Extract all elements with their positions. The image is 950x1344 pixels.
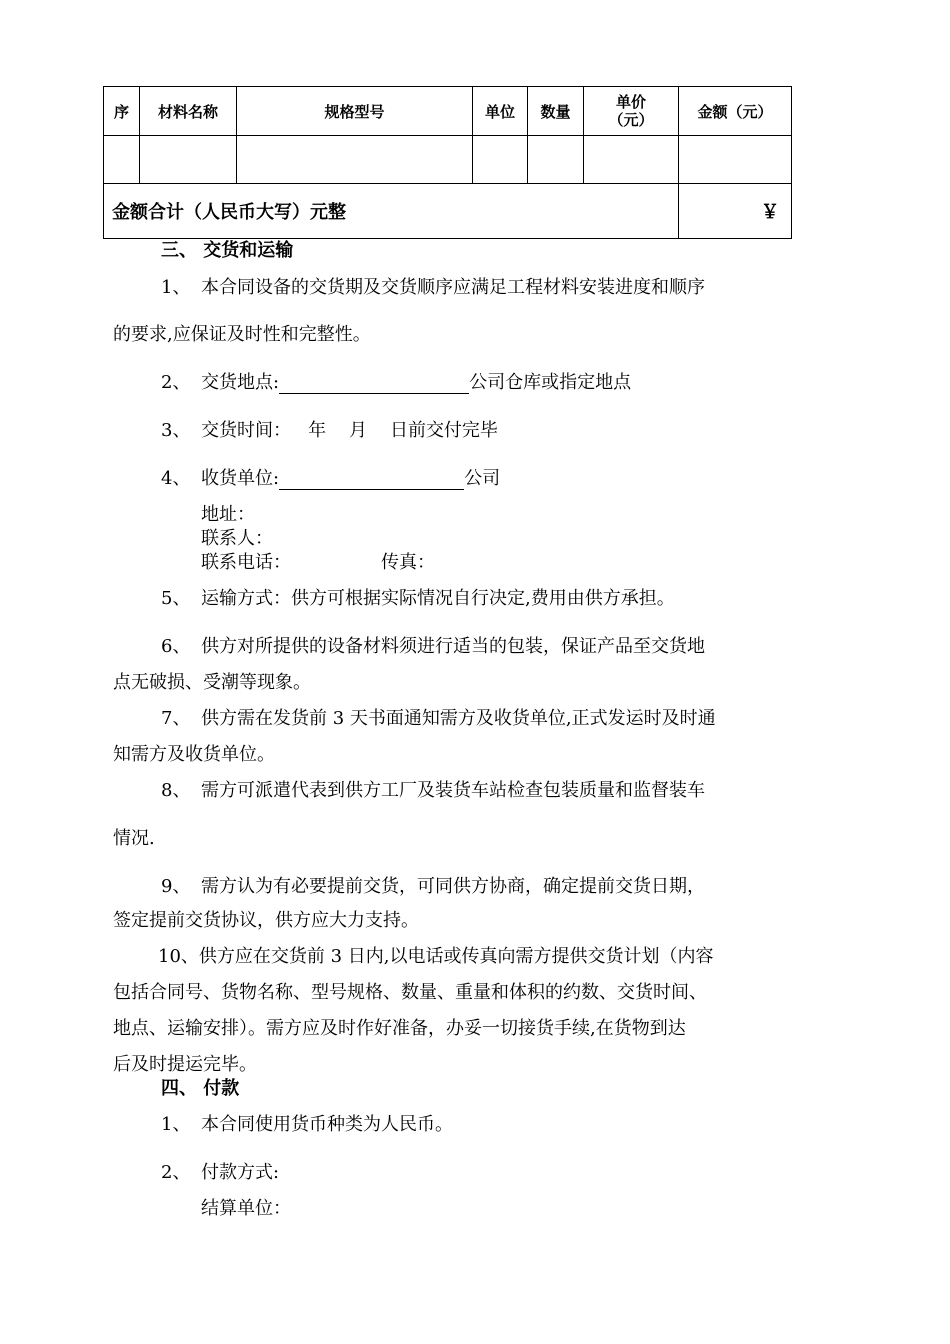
s3-item1-line2: 的要求,应保证及时性和完整性。 <box>113 324 371 345</box>
table-cell[interactable] <box>237 136 473 184</box>
s3-item7-line2: 知需方及收货单位。 <box>113 744 275 765</box>
fax-label: 传真： <box>381 552 435 573</box>
delivery-time-text: 交货时间： 年 月 日前交付完毕 <box>201 420 498 441</box>
item-text: 运输方式：供方可根据实际情况自行决定,费用由供方承担。 <box>201 588 675 609</box>
item-number: 2、 <box>161 372 191 393</box>
table-header-row <box>104 87 792 136</box>
s3-item6-line1 <box>161 636 705 658</box>
item-number: 4、 <box>161 468 191 489</box>
table-cell[interactable] <box>584 136 679 184</box>
s3-item10-line4: 后及时提运完毕。 <box>113 1054 257 1075</box>
unit-price-label: 单价 <box>615 93 646 111</box>
s3-item7-line1 <box>161 708 716 730</box>
settlement-unit-label: 结算单位： <box>201 1198 291 1219</box>
item-number: 8、 <box>161 780 191 801</box>
s3-item10-line3: 地点、运输安排）。需方应及时作好准备，办妥一切接货手续,在货物到达 <box>113 1018 686 1039</box>
delivery-place-label: 交货地点: <box>201 372 280 393</box>
delivery-place-suffix: 公司仓库或指定地点 <box>469 372 632 393</box>
total-row <box>104 184 792 239</box>
unit-price-currency: （元） <box>608 111 654 129</box>
col-header-spec-model: 规格型号 <box>237 87 473 136</box>
address-label: 地址： <box>201 504 255 525</box>
phone-label: 联系电话： <box>201 552 291 573</box>
s3-item10-line2: 包括合同号、货物名称、型号规格、数量、重量和体积的约数、交货时间、 <box>113 982 707 1003</box>
table-cell[interactable] <box>473 136 528 184</box>
s4-item1-currency <box>161 1114 453 1136</box>
item-number: 2、 <box>161 1162 191 1183</box>
s3-item2-delivery-place <box>161 372 631 394</box>
item-text: 供方对所提供的设备材料须进行适当的包装，保证产品至交货地 <box>201 636 705 657</box>
s4-item2-payment-method <box>161 1162 279 1184</box>
section-3-title: 三、 交货和运输 <box>161 240 294 261</box>
item-number: 3、 <box>161 420 191 441</box>
delivery-place-field[interactable] <box>279 373 469 394</box>
table-cell[interactable] <box>528 136 584 184</box>
consignee-suffix: 公司 <box>464 468 501 489</box>
col-header-unit-price <box>584 87 679 136</box>
materials-table <box>103 86 792 239</box>
consignee-field[interactable] <box>279 469 464 490</box>
s3-item3-delivery-time <box>161 420 498 442</box>
item-number: 9、 <box>161 876 191 897</box>
s3-item8-line1 <box>161 780 705 802</box>
total-amount-label: 金额合计（人民币大写）元整 <box>104 184 679 239</box>
item-number: 1、 <box>161 1114 191 1135</box>
s3-item1-line1 <box>161 277 705 299</box>
s3-item4-consignee <box>161 468 500 490</box>
item-text: 供方需在发货前 3 天书面通知需方及收货单位,正式发运时及时通 <box>201 708 716 729</box>
item-text: 需方认为有必要提前交货，可同供方协商，确定提前交货日期， <box>201 876 705 897</box>
item-number: 6、 <box>161 636 191 657</box>
contact-label: 联系人： <box>201 528 273 549</box>
s3-item9-line2: 签定提前交货协议，供方应大力支持。 <box>113 910 419 931</box>
col-header-quantity: 数量 <box>528 87 584 136</box>
table-row <box>104 136 792 184</box>
s3-item9-line1 <box>161 876 705 898</box>
table-cell[interactable] <box>679 136 792 184</box>
s3-item10-line1: 10、供方应在交货前 3 日内,以电话或传真向需方提供交货计划（内容 <box>158 946 714 967</box>
total-amount-value[interactable]: ￥ <box>679 184 792 239</box>
col-header-unit: 单位 <box>473 87 528 136</box>
section-4-title: 四、 付款 <box>161 1078 240 1099</box>
item-text: 付款方式: <box>201 1162 280 1183</box>
item-number: 5、 <box>161 588 191 609</box>
table-cell[interactable] <box>140 136 237 184</box>
s3-item6-line2: 点无破损、受潮等现象。 <box>113 672 311 693</box>
item-text: 本合同使用货币种类为人民币。 <box>201 1114 453 1135</box>
item-text: 本合同设备的交货期及交货顺序应满足工程材料安装进度和顺序 <box>201 277 705 298</box>
item-number: 1、 <box>161 277 191 298</box>
item-number: 7、 <box>161 708 191 729</box>
table-cell[interactable] <box>104 136 140 184</box>
col-header-material-name: 材料名称 <box>140 87 237 136</box>
consignee-label: 收货单位: <box>201 468 280 489</box>
col-header-amount: 金额（元） <box>679 87 792 136</box>
s3-item8-line2: 情况. <box>113 828 155 849</box>
s3-item5-transport <box>161 588 675 610</box>
item-text: 需方可派遣代表到供方工厂及装货车站检查包装质量和监督装车 <box>201 780 705 801</box>
col-header-index: 序 <box>104 87 140 136</box>
